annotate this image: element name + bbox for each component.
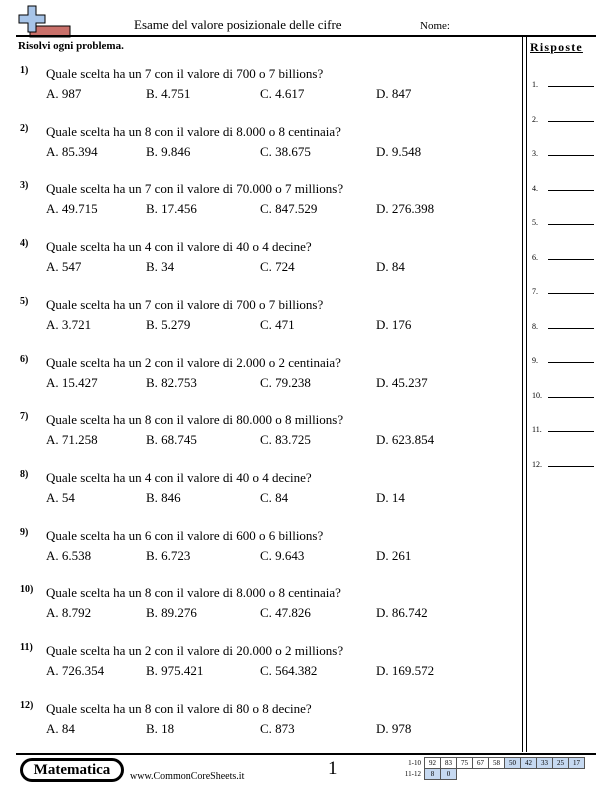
problem-number: 10) [20, 584, 34, 596]
problem-number: 1) [20, 65, 29, 76]
problem [20, 123, 515, 163]
score-cell: 83 [441, 758, 457, 769]
page-title: Esame del valore posizionale delle cifre [134, 17, 342, 32]
answer-choice[interactable]: C. 4.617 [260, 86, 305, 101]
answer-choice[interactable]: C. 83.725 [260, 432, 311, 448]
score-cell: 58 [489, 758, 505, 769]
problem [20, 65, 515, 105]
answer-choice[interactable]: A. 54 [46, 489, 75, 505]
answer-choice[interactable]: B. 5.279 [146, 316, 191, 332]
answer-choice[interactable]: C. 38.675 [260, 143, 311, 159]
problem-number: 8) [20, 468, 29, 480]
problem-number: 9) [20, 526, 29, 538]
answer-number: 6. [532, 252, 538, 262]
problem-question: Quale scelta ha un 8 con il valore di 80 o 8 decine? [46, 700, 312, 716]
problem [20, 411, 515, 451]
answer-choice[interactable]: C. 564.382 [260, 663, 318, 678]
answer-blank[interactable] [548, 328, 594, 329]
answer-choice[interactable]: A. 71.258 [46, 432, 98, 448]
answer-choice[interactable]: B. 975.421 [146, 663, 204, 678]
problem [20, 296, 515, 336]
answer-number: 10. [532, 390, 542, 400]
answer-choice[interactable]: B. 68.745 [146, 432, 197, 448]
answer-choice[interactable]: B. 18 [146, 720, 175, 736]
problem-number: 2) [20, 122, 29, 134]
answer-number: 2. [532, 114, 538, 124]
answer-blank[interactable] [548, 190, 594, 191]
score-row-label: 11-12 [404, 770, 421, 778]
header-divider [16, 35, 596, 37]
problem-number: 12) [20, 699, 34, 711]
answer-choice[interactable]: D. 261 [376, 547, 412, 563]
answer-choice[interactable]: D. 86.742 [376, 605, 428, 621]
answer-number: 5. [532, 218, 538, 227]
answer-choice[interactable]: C. 724 [260, 259, 295, 275]
answer-choice[interactable]: B. 846 [146, 489, 181, 505]
answer-choice[interactable]: D. 45.237 [376, 374, 428, 390]
problem [20, 584, 515, 624]
score-cell: 42 [521, 758, 537, 769]
answer-number: 11. [532, 425, 542, 434]
score-cell: 0 [441, 769, 457, 780]
answer-choice[interactable]: B. 17.456 [146, 201, 197, 217]
answer-blank[interactable] [548, 397, 594, 398]
logo [16, 4, 72, 38]
answer-number: 8. [532, 321, 538, 331]
answer-choice[interactable]: B. 6.723 [146, 547, 191, 563]
problem-question: Quale scelta ha un 4 con il valore di 40 o 4 decine? [46, 239, 312, 255]
problem [20, 180, 515, 220]
answer-choice[interactable]: A. 8.792 [46, 605, 92, 621]
score-row [398, 758, 585, 769]
problem [20, 700, 515, 740]
answer-number: 1. [532, 80, 538, 89]
problem-number: 7) [20, 411, 29, 423]
problem-question: Quale scelta ha un 8 con il valore di 8.000 o 8 centinaia? [46, 585, 341, 601]
answer-number: 9. [532, 356, 538, 365]
answer-blank[interactable] [548, 431, 594, 432]
answer-choice[interactable]: A. 84 [46, 720, 75, 736]
score-cell: 33 [537, 758, 553, 769]
problem-question: Quale scelta ha un 4 con il valore di 40 o 4 decine? [46, 469, 312, 485]
answer-choice[interactable]: C. 9.643 [260, 547, 305, 563]
answer-choice[interactable]: B. 89.276 [146, 605, 197, 621]
score-row [398, 769, 585, 780]
answer-blank[interactable] [548, 259, 594, 260]
score-cell: 92 [425, 758, 441, 769]
answer-choice[interactable]: B. 82.753 [146, 374, 197, 390]
problem-question: Quale scelta ha un 2 con il valore di 2.000 o 2 centinaia? [46, 354, 341, 370]
score-cell: 25 [553, 758, 569, 769]
problem-question: Quale scelta ha un 8 con il valore di 8.000 o 8 centinaia? [46, 123, 341, 139]
answer-choice[interactable]: A. 547 [46, 259, 82, 275]
answer-choice[interactable]: D. 176 [376, 316, 412, 332]
answer-blank[interactable] [548, 224, 594, 225]
answer-number: 12. [532, 459, 542, 469]
instructions: Risolvi ogni problema. [18, 40, 124, 52]
problem [20, 354, 515, 394]
answer-blank[interactable] [548, 121, 594, 122]
answer-choice[interactable]: A. 6.538 [46, 547, 92, 563]
name-label: Nome: [420, 20, 450, 32]
answer-choice[interactable]: D. 623.854 [376, 432, 435, 448]
answer-number: 3. [532, 149, 538, 158]
answer-choice[interactable]: C. 84 [260, 489, 289, 505]
answer-choice[interactable]: B. 9.846 [146, 143, 191, 159]
footer-divider [16, 753, 596, 755]
problem-number: 6) [20, 353, 29, 365]
answer-column-divider [522, 36, 523, 752]
answer-choice[interactable]: C. 471 [260, 316, 295, 332]
answer-choice[interactable]: A. 49.715 [46, 201, 98, 217]
answers-title: Risposte [530, 40, 583, 54]
score-cell: 17 [569, 758, 585, 769]
problem-question: Quale scelta ha un 8 con il valore di 80.000 o 8 millions? [46, 412, 344, 428]
problem-number: 11) [20, 642, 33, 653]
answer-choice[interactable]: D. 14 [376, 489, 405, 505]
answer-blank[interactable] [548, 86, 594, 87]
answer-choice[interactable]: C. 873 [260, 720, 295, 736]
answer-choice[interactable]: A. 85.394 [46, 143, 98, 159]
problem-question: Quale scelta ha un 2 con il valore di 20.000 o 2 millions? [46, 643, 344, 658]
problem-number: 3) [20, 180, 29, 192]
score-cell: 75 [457, 758, 473, 769]
score-cell: 8 [425, 769, 441, 780]
answer-choice[interactable]: C. 79.238 [260, 374, 311, 390]
problem [20, 238, 515, 278]
problem-number: 5) [20, 295, 29, 307]
answer-blank[interactable] [548, 362, 594, 363]
answer-number: 7. [532, 287, 538, 296]
problem [20, 642, 515, 682]
answer-number: 4. [532, 183, 538, 193]
problem-question: Quale scelta ha un 7 con il valore di 700 o 7 billions? [46, 66, 324, 81]
page-number: 1 [328, 758, 338, 779]
answer-blank[interactable] [548, 293, 594, 294]
answer-choice[interactable]: A. 987 [46, 86, 82, 101]
answer-choice[interactable]: B. 4.751 [146, 86, 191, 101]
score-cell: 67 [473, 758, 489, 769]
problem-question: Quale scelta ha un 7 con il valore di 70.000 o 7 millions? [46, 181, 344, 197]
score-table [398, 757, 585, 780]
score-row-label: 1-10 [408, 759, 421, 767]
website-link[interactable]: www.CommonCoreSheets.it [130, 771, 245, 782]
answer-choice[interactable]: D. 9.548 [376, 143, 422, 159]
problem-question: Quale scelta ha un 7 con il valore di 700 o 7 billions? [46, 296, 324, 312]
problem [20, 527, 515, 567]
answer-choice[interactable]: D. 169.572 [376, 663, 435, 678]
problem [20, 469, 515, 509]
answer-choice[interactable]: C. 47.826 [260, 605, 311, 621]
answer-choice[interactable]: A. 726.354 [46, 663, 105, 678]
answer-choice[interactable]: B. 34 [146, 259, 175, 275]
problem-question: Quale scelta ha un 6 con il valore di 600 o 6 billions? [46, 527, 324, 543]
answer-choice[interactable]: A. 15.427 [46, 374, 98, 390]
answer-blank[interactable] [548, 155, 594, 156]
answer-choice[interactable]: D. 978 [376, 720, 412, 736]
problem-number: 4) [20, 238, 29, 250]
subject-badge-label: Matematica [23, 761, 121, 779]
answer-choice[interactable]: A. 3.721 [46, 316, 92, 332]
score-cell: 50 [505, 758, 521, 769]
answer-choice[interactable]: C. 847.529 [260, 201, 318, 217]
answer-choice[interactable]: D. 84 [376, 259, 405, 275]
answer-choice[interactable]: D. 276.398 [376, 201, 435, 217]
subject-badge [20, 758, 124, 782]
answer-choice[interactable]: D. 847 [376, 86, 412, 101]
answer-blank[interactable] [548, 466, 594, 467]
answer-column-divider [526, 36, 527, 752]
